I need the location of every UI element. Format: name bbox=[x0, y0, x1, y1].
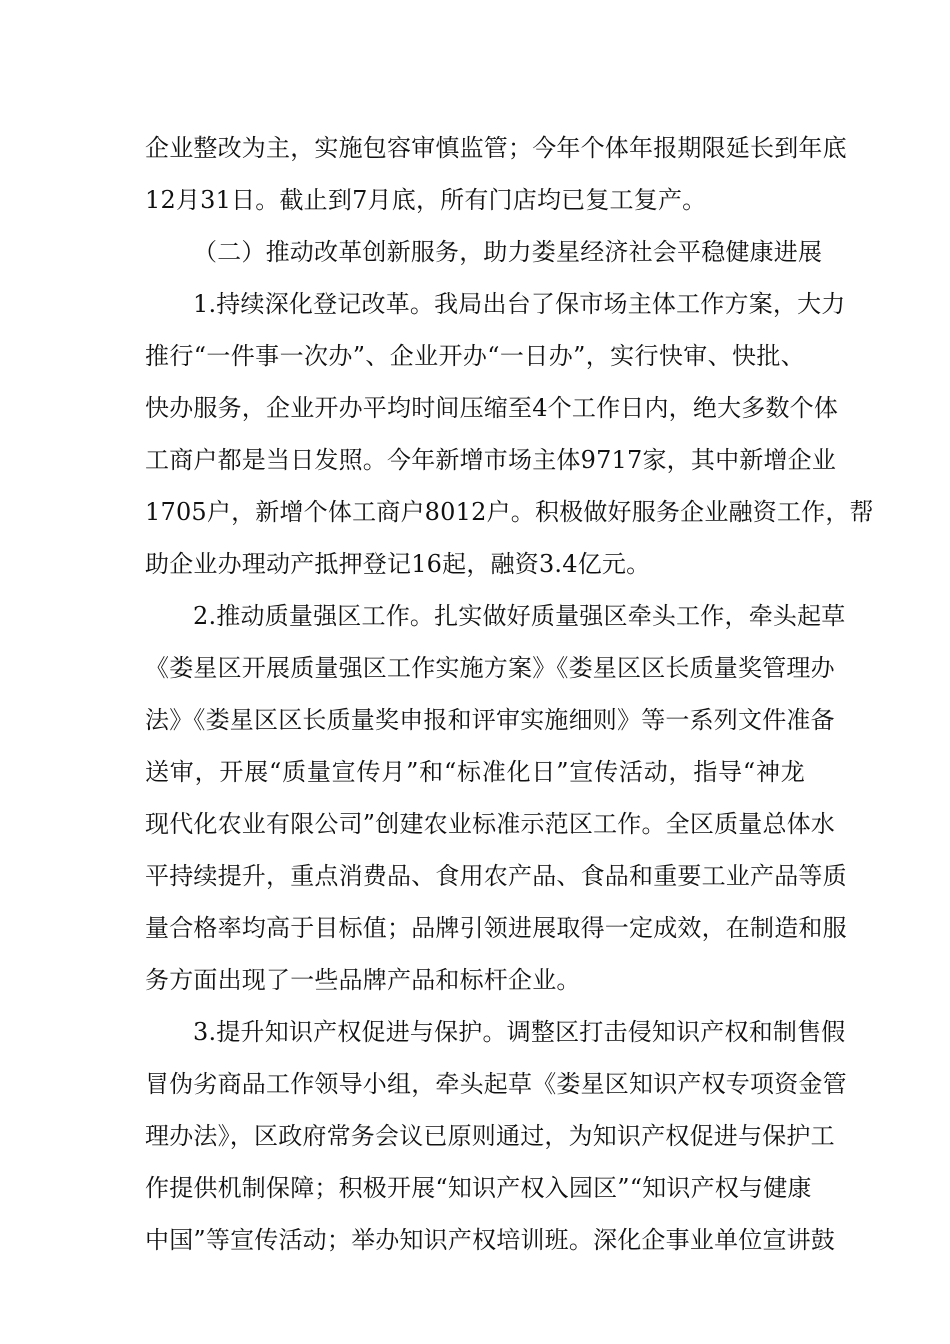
text-line: 1705户，新增个体工商户8012户。积极做好服务企业融资工作，帮 bbox=[145, 498, 874, 526]
paragraph-start-line: 1.持续深化登记改革。我局出台了保市场主体工作方案，大力 bbox=[193, 290, 846, 318]
text-line: 务方面出现了一些品牌产品和标杆企业。 bbox=[145, 966, 581, 994]
text-line: 中国”等宣传活动；举办知识产权培训班。深化企事业单位宣讲鼓 bbox=[145, 1226, 836, 1254]
text-line: 《娄星区开展质量强区工作实施方案》《娄星区区长质量奖管理办 bbox=[145, 654, 835, 682]
text-line: 推行“一件事一次办”、企业开办“一日办”，实行快审、快批、 bbox=[145, 342, 805, 370]
text-line: 送审，开展“质量宣传月”和“标准化日”宣传活动，指导“神龙 bbox=[145, 758, 805, 786]
text-line: 企业整改为主，实施包容审慎监管；今年个体年报期限延长到年底 bbox=[145, 134, 847, 162]
section-heading: （二）推动改革创新服务，助力娄星经济社会平稳健康进展 bbox=[193, 238, 823, 266]
text-line: 平持续提升，重点消费品、食用农产品、食品和重要工业产品等质 bbox=[145, 862, 847, 890]
paragraph-start-line: 3.提升知识产权促进与保护。调整区打击侵知识产权和制售假 bbox=[193, 1018, 846, 1046]
text-line: 量合格率均高于目标值；品牌引领进展取得一定成效，在制造和服 bbox=[145, 914, 847, 942]
text-line: 理办法》，区政府常务会议已原则通过，为知识产权促进与保护工 bbox=[145, 1122, 835, 1150]
text-line: 12月31日。截止到7月底，所有门店均已复工复产。 bbox=[145, 186, 707, 214]
text-line: 助企业办理动产抵押登记16起，融资3.4亿元。 bbox=[145, 550, 651, 578]
paragraph-start-line: 2.推动质量强区工作。扎实做好质量强区牵头工作，牵头起草 bbox=[193, 602, 846, 630]
text-line: 工商户都是当日发照。今年新增市场主体9717家，其中新增企业 bbox=[145, 446, 837, 474]
text-line: 法》《娄星区区长质量奖申报和评审实施细则》等一系列文件准备 bbox=[145, 706, 835, 734]
text-line: 冒伪劣商品工作领导小组，牵头起草《娄星区知识产权专项资金管 bbox=[145, 1070, 847, 1098]
text-line: 现代化农业有限公司”创建农业标准示范区工作。全区质量总体水 bbox=[145, 810, 836, 838]
text-line: 快办服务，企业开办平均时间压缩至4个工作日内，绝大多数个体 bbox=[145, 394, 839, 422]
text-line: 作提供机制保障；积极开展“知识产权入园区”“知识产权与健康 bbox=[145, 1174, 812, 1202]
